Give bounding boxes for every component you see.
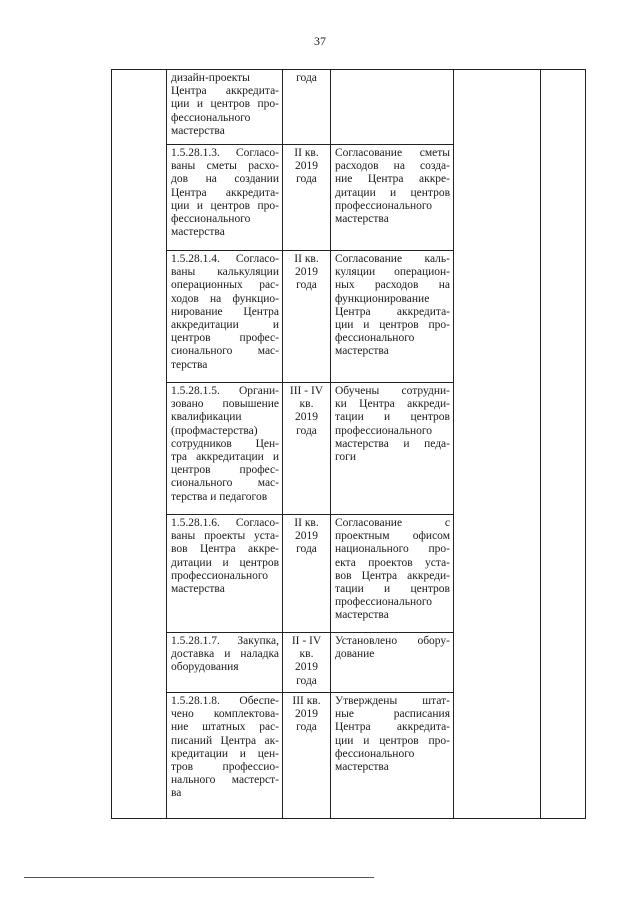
- task-cell-line: нирование Центра: [171, 305, 279, 318]
- result-cell: [331, 383, 454, 515]
- status-column-cell: [541, 70, 586, 819]
- task-cell-line: мастерства: [171, 226, 225, 239]
- term-cell-line: II кв.: [294, 147, 319, 159]
- task-cell: [167, 693, 283, 819]
- result-cell: [331, 70, 454, 145]
- task-cell-line: центров профес-: [171, 332, 279, 345]
- task-cell: [167, 251, 283, 383]
- term-cell-line: года: [296, 72, 317, 84]
- result-cell-line: функционирование: [335, 292, 430, 305]
- term-cell: [283, 693, 331, 819]
- task-cell-line: Центра аккредита-: [171, 85, 279, 98]
- table-row: [112, 70, 586, 145]
- task-cell-line: ваны калькуляции: [171, 266, 279, 279]
- task-cell-line: фессионального: [171, 213, 251, 226]
- term-cell-line: III кв.: [292, 695, 321, 707]
- task-cell-line: фессионального: [171, 111, 251, 124]
- term-cell-line: III - IV: [289, 385, 324, 397]
- result-cell-line: екта проектов уста-: [335, 556, 450, 569]
- result-cell-line: Согласование с: [335, 517, 450, 529]
- term-cell-line: 2019: [295, 708, 318, 721]
- term-cell: [283, 70, 331, 145]
- task-cell-line: ции и центров про-: [171, 199, 279, 212]
- result-cell-line: тации и центров: [335, 583, 450, 596]
- task-cell: [167, 515, 283, 633]
- result-cell-line: дование: [335, 648, 375, 661]
- result-cell-line: мастерства и педа-: [335, 437, 450, 450]
- task-cell-line: терства: [171, 358, 208, 371]
- task-cell-line: зовано повышение: [171, 398, 279, 411]
- result-cell-line: Обучены сотрудни-: [335, 385, 450, 397]
- task-cell-line: операционных рас-: [171, 279, 279, 292]
- term-cell-line: года: [296, 721, 317, 734]
- result-cell-line: дитации и центров: [335, 186, 450, 199]
- result-cell: [331, 251, 454, 383]
- task-cell-line: 1.5.28.1.6. Согласо-: [171, 517, 279, 529]
- task-cell-line: сионального мас-: [171, 345, 279, 358]
- result-cell-line: ных расходов на: [335, 279, 450, 292]
- term-cell-line: 2019: [295, 411, 318, 424]
- task-cell-line: вов Центра аккре-: [171, 543, 279, 556]
- task-cell-line: ваны сметы расхо-: [171, 160, 279, 173]
- term-cell-line: года: [296, 543, 317, 556]
- task-cell-line: 1.5.28.1.7. Закупка,: [171, 635, 279, 647]
- number-column-cell: [112, 70, 167, 819]
- task-cell-line: профессионального: [171, 569, 269, 582]
- task-cell-line: чено комплектова-: [171, 708, 279, 721]
- task-cell-line: аккредитации и: [171, 319, 279, 332]
- result-cell-line: мастерства: [335, 761, 389, 774]
- term-cell-line: II - IV: [291, 635, 322, 647]
- term-cell-line: кв.: [299, 648, 314, 661]
- term-cell-line: 2019: [295, 530, 318, 543]
- term-cell-line: года: [296, 279, 317, 292]
- task-cell-line: 1.5.28.1.4. Согласо-: [171, 253, 279, 265]
- result-cell-line: ные расписания: [335, 708, 450, 721]
- term-cell-line: 2019: [295, 661, 318, 674]
- result-cell-line: куляции операцион-: [335, 266, 450, 279]
- task-cell-line: мастерства: [171, 124, 225, 137]
- task-cell-line: ва: [171, 787, 182, 800]
- task-cell-line: кредитации и цен-: [171, 747, 279, 760]
- result-cell-line: мастерства: [335, 609, 389, 622]
- task-cell-line: квалификации: [171, 411, 242, 424]
- task-cell: [167, 383, 283, 515]
- term-cell-line: II кв.: [294, 517, 319, 529]
- result-cell-line: мастерства: [335, 213, 389, 226]
- result-cell: [331, 633, 454, 693]
- term-cell-line: II кв.: [294, 253, 319, 265]
- term-cell: [283, 145, 331, 251]
- result-cell-line: национального про-: [335, 543, 450, 556]
- result-cell-line: фессионального: [335, 747, 415, 760]
- term-cell-line: 2019: [295, 160, 318, 173]
- task-cell-line: ние штатных рас-: [171, 721, 279, 734]
- result-cell-line: ние Центра аккре-: [335, 173, 450, 186]
- task-cell-line: нального мастерст-: [171, 774, 279, 787]
- result-cell-line: Установлено обору-: [335, 635, 450, 647]
- task-cell-line: дов на создании: [171, 173, 279, 186]
- task-cell-line: писаний Центра ак-: [171, 734, 279, 747]
- result-cell-line: ции и центров про-: [335, 734, 450, 747]
- result-cell: [331, 145, 454, 251]
- task-cell-line: ходов на функцио-: [171, 292, 279, 305]
- task-cell-line: оборудования: [171, 661, 239, 674]
- task-cell-line: 1.5.28.1.3. Согласо-: [171, 147, 279, 159]
- term-cell-line: года: [296, 674, 317, 687]
- result-cell-line: Утверждены штат-: [335, 695, 450, 707]
- result-cell-line: профессионального: [335, 424, 433, 437]
- term-cell-line: 2019: [295, 266, 318, 279]
- result-cell-line: проектным офисом: [335, 530, 450, 543]
- task-cell-line: сотрудников Цен-: [171, 437, 279, 450]
- task-cell-line: тров профессио-: [171, 761, 279, 774]
- term-cell: [283, 383, 331, 515]
- task-cell-line: (профмастерства): [171, 424, 258, 437]
- footer-rule: [24, 877, 374, 878]
- task-cell-line: ваны проекты уста-: [171, 530, 279, 543]
- term-cell: [283, 515, 331, 633]
- responsible-column-cell: [454, 70, 541, 819]
- task-cell: [167, 633, 283, 693]
- result-cell-line: ции и центров про-: [335, 319, 450, 332]
- result-cell-line: фессионального: [335, 332, 415, 345]
- task-cell: [167, 145, 283, 251]
- result-cell-line: Центра аккредита-: [335, 305, 450, 318]
- result-cell: [331, 515, 454, 633]
- task-cell-line: доставка и наладка: [171, 648, 279, 661]
- result-cell: [331, 693, 454, 819]
- term-cell-line: года: [296, 173, 317, 186]
- term-cell-line: кв.: [299, 398, 314, 411]
- result-cell-line: профессионального: [335, 199, 433, 212]
- task-cell-line: ции и центров про-: [171, 98, 279, 111]
- result-cell-line: Согласование каль-: [335, 253, 450, 265]
- task-cell-line: терства и педагогов: [171, 490, 268, 503]
- task-cell-line: дизайн-проекты: [171, 72, 250, 84]
- result-cell-line: гоги: [335, 451, 357, 464]
- result-cell-line: тации и центров: [335, 411, 450, 424]
- term-cell-line: года: [296, 424, 317, 437]
- task-cell-line: дитации и центров: [171, 556, 279, 569]
- task-cell-line: Центра аккредита-: [171, 186, 279, 199]
- task-cell-line: тра аккредитации и: [171, 451, 279, 464]
- task-cell-line: 1.5.28.1.5. Органи-: [171, 385, 279, 397]
- page-number: 37: [314, 34, 326, 48]
- result-cell-line: вов Центра аккреди-: [335, 569, 450, 582]
- result-cell-line: расходов на созда-: [335, 160, 450, 173]
- term-cell: [283, 251, 331, 383]
- task-cell-line: центров профес-: [171, 464, 279, 477]
- result-cell-line: ки Центра аккреди-: [335, 398, 450, 411]
- task-cell-line: 1.5.28.1.8. Обеспе-: [171, 695, 279, 707]
- task-cell-line: мастерства: [171, 583, 225, 596]
- result-cell-line: Центра аккредита-: [335, 721, 450, 734]
- result-cell-line: мастерства: [335, 345, 389, 358]
- term-cell: [283, 633, 331, 693]
- task-cell-line: сионального мас-: [171, 477, 279, 490]
- result-cell-line: профессионального: [335, 596, 433, 609]
- result-cell-line: Согласование сметы: [335, 147, 450, 159]
- task-cell: [167, 70, 283, 145]
- plan-table: [111, 69, 586, 819]
